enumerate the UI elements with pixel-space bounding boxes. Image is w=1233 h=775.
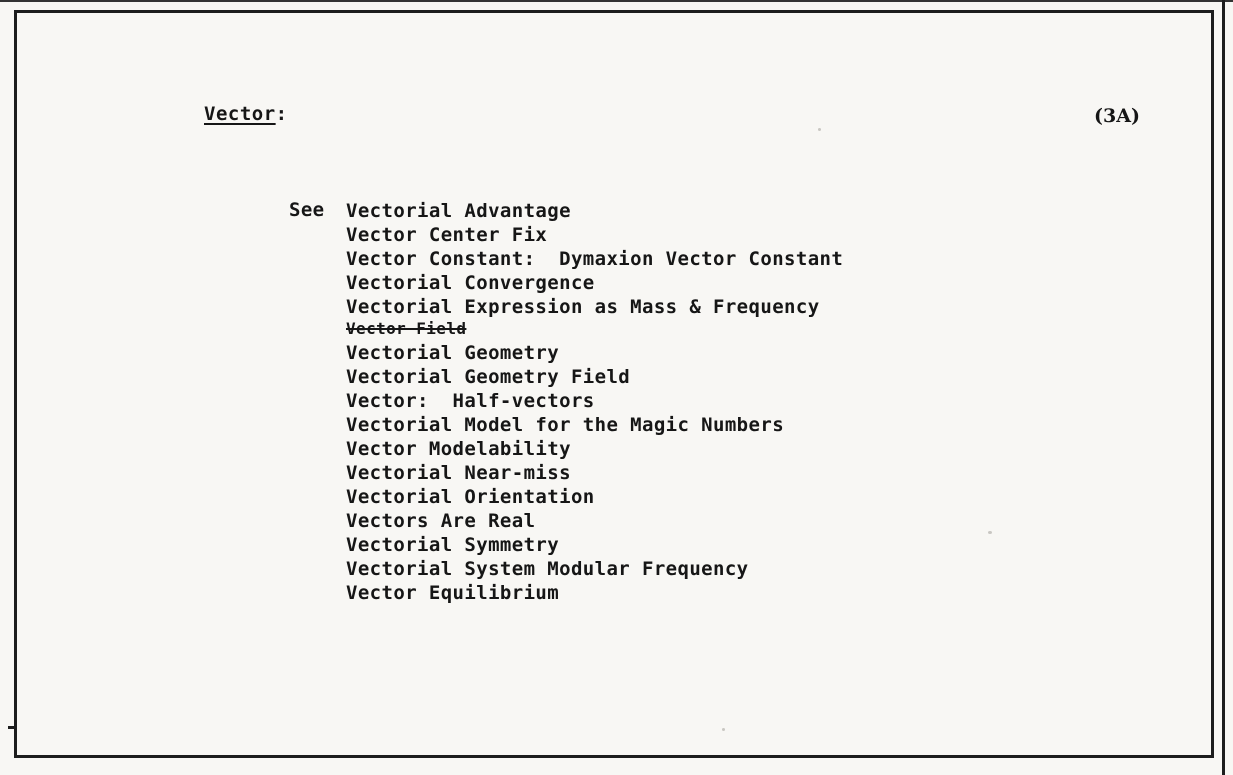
paper-speck bbox=[988, 531, 992, 534]
struck-entry: Vector Field bbox=[346, 319, 467, 338]
cross-reference-entry: Vectorial Geometry Field bbox=[346, 366, 631, 388]
cross-reference-entry: Vectorial Advantage bbox=[346, 200, 571, 222]
cross-reference-entry: Vectorial Geometry bbox=[346, 342, 560, 364]
heading-word: Vector bbox=[204, 103, 276, 125]
cross-reference-entry: Vector Constant: Dymaxion Vector Constant bbox=[346, 248, 844, 270]
cross-reference-list bbox=[346, 199, 843, 605]
heading-colon: : bbox=[275, 103, 288, 125]
cross-reference-entry: Vectorial Near-miss bbox=[346, 462, 571, 484]
card-heading bbox=[204, 103, 288, 125]
paper-speck bbox=[722, 728, 725, 731]
paper-speck bbox=[818, 128, 821, 131]
cross-reference-entry: Vectorial Convergence bbox=[346, 272, 595, 294]
cross-reference-entry: Vectorial Expression as Mass & Frequency bbox=[346, 296, 820, 318]
card-code: (3A) bbox=[1094, 105, 1140, 127]
card-edge-tick bbox=[8, 726, 16, 729]
cross-reference-entry: Vector Center Fix bbox=[346, 224, 548, 246]
cross-reference-entry: Vectorial Model for the Magic Numbers bbox=[346, 414, 785, 436]
cross-reference-entry: Vector Equilibrium bbox=[346, 582, 560, 604]
cross-reference-entry: Vectorial Symmetry bbox=[346, 534, 560, 556]
card-right-edge bbox=[1222, 0, 1225, 775]
see-label: See bbox=[289, 199, 325, 221]
card-top-edge bbox=[0, 0, 1233, 2]
cross-reference-entry: Vector Modelability bbox=[346, 438, 571, 460]
cross-reference-entry: Vectors Are Real bbox=[346, 510, 536, 532]
cross-reference-entry: Vector: Half-vectors bbox=[346, 390, 595, 412]
cross-reference-entry: Vectorial System Modular Frequency bbox=[346, 558, 749, 580]
cross-reference-entry: Vectorial Orientation bbox=[346, 486, 595, 508]
